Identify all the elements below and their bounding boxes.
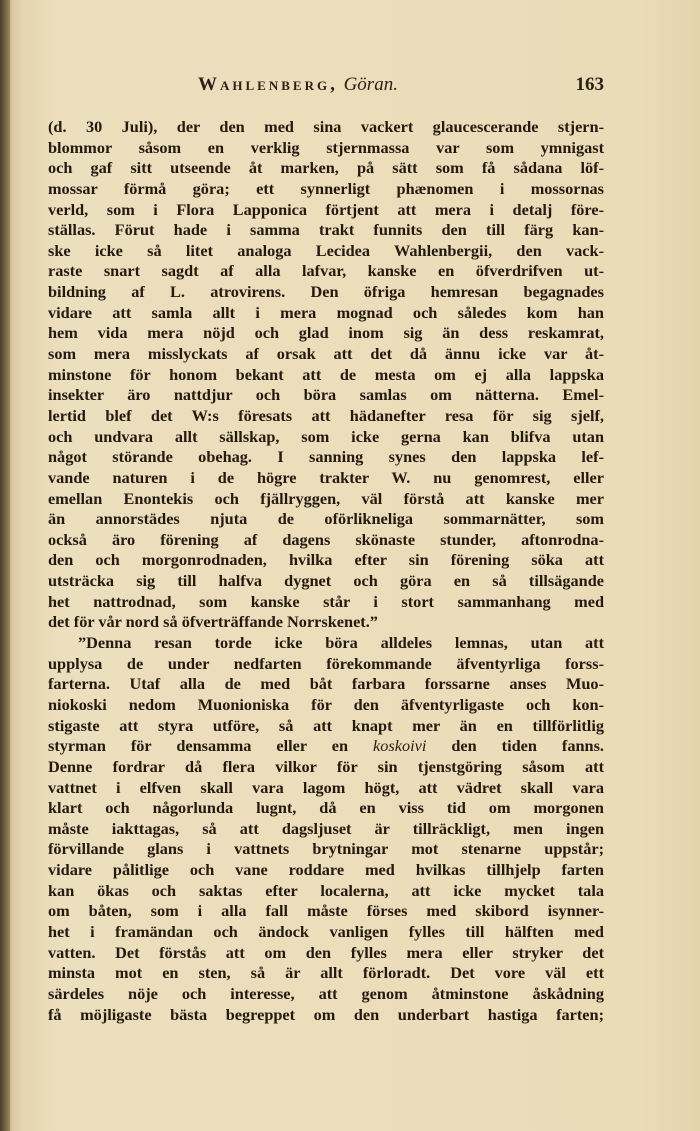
text-line: som mera misslyckats af orsak att det då ännu icke var åt- <box>48 344 604 364</box>
text-line: något störande obehag. I sanning synes den lappska lef- <box>48 447 604 467</box>
running-title <box>198 74 398 96</box>
text-line: vatten. Det förstås att om den fylles mera eller stryker det <box>48 942 604 962</box>
text-line: vidare pålitlige och vane roddare med hvilkas tillhjelp farten <box>48 860 604 880</box>
text-line: verld, som i Flora Lapponica förtjent att mera i detalj före- <box>48 199 604 219</box>
text-line: ske icke så litet analoga Lecidea Wahlenbergii, den vack- <box>48 240 604 260</box>
text-line: utsträcka sig till halfva dygnet och göra en så tillsägande <box>48 571 604 591</box>
text-line: minsta mot en sten, så är allt förloradt. Det vore väl ett <box>48 963 604 983</box>
text-line: het i framändan och ändock vanligen fylles till hälften med <box>48 921 604 941</box>
text-line: bildning af L. atrovirens. Den öfriga hemresan begagnades <box>48 282 604 302</box>
text-line: minstone för honom bekant att de mesta om ej alla lappska <box>48 364 604 384</box>
author-surname: Wahlenberg, <box>198 74 338 95</box>
text-line: (d. 30 Juli), der den med sina vackert glaucescerande stjern- <box>48 117 604 136</box>
text-line: vidare att samla allt i mera mognad och således kom han <box>48 302 604 322</box>
text-line: måste iakttagas, så att dagsljuset är tillräckligt, men ingen <box>48 818 604 838</box>
text-line: och gaf sitt utseende åt marken, på sätt som få sådana löf- <box>48 158 604 178</box>
text-line: klart och någorlunda lugnt, då en viss tid om morgonen <box>48 798 604 818</box>
text-line: raste snart sagdt af alla lafvar, kanske en öfverdrifven ut- <box>48 261 604 281</box>
text-line: stigaste att styra utföre, så att knapt mer än en tillförlitlig <box>48 715 604 735</box>
text-line: vande naturen i de högre trakter W. nu genomrest, eller <box>48 467 604 487</box>
text-line: lertid blef det W:s föresats att hädanefter resa för sig sjelf, <box>48 405 604 425</box>
book-spine-shadow <box>0 0 10 1131</box>
text-segment: styrman för densamma eller en <box>48 736 374 756</box>
text-line: upplysa de under nedfarten förekommande äfventyrliga forss- <box>48 653 604 673</box>
text-line: mossar förmå göra; ett synnerligt phænomen i mossornas <box>48 178 604 198</box>
text-line: blommor såsom en verklig stjernmassa var som ymnigast <box>48 137 604 157</box>
text-segment: den tiden fanns. <box>426 736 604 756</box>
author-forename: Göran. <box>343 74 398 95</box>
text-line: insekter äro nattdjur och böra samlas om nätterna. Emel- <box>48 385 604 405</box>
text-line: få möjligaste bästa begreppet om den underbart hastiga farten; <box>48 1004 604 1024</box>
text-line: också äro förening af dagens skönaste stunder, aftonrodna- <box>48 529 604 549</box>
text-line: hem vida mera nöjd och glad inom sig än dess reskamrat, <box>48 323 604 343</box>
text-line: än annorstädes njuta de oförlikneliga sommarnätter, som <box>48 509 604 529</box>
text-line: ”Denna resan torde icke böra alldeles lemnas, utan att <box>78 633 604 653</box>
text-line: Denne fordrar då flera vilkor för sin tjenstgöring såsom att <box>48 756 604 776</box>
text-line: kan ökas och saktas efter localerna, att icke mycket tala <box>48 880 604 900</box>
text-line: och undvara allt sällskap, som icke gerna kan blifva utan <box>48 426 604 446</box>
paragraph-1 <box>48 117 604 633</box>
paragraph-2 <box>48 633 604 1025</box>
text-line: den och morgonrodnaden, hvilka efter sin förening söka att <box>48 550 604 570</box>
text-line: förvillande glans i vattnets brytningar mot stenarne uppstår; <box>48 839 604 859</box>
text-line: farterna. Utaf alla de med båt farbara forssarne anses Muo- <box>48 674 604 694</box>
italic-term: koskoivi <box>373 736 427 756</box>
text-line: ställas. Förut hade i samma trakt funnits den till färg kan- <box>48 220 604 240</box>
text-line <box>48 736 604 757</box>
text-line: om båten, som i alla fall måste förses med skibord isynner- <box>48 901 604 921</box>
text-line: särdeles nöje och interesse, att genom åtminstone åskådning <box>48 983 604 1003</box>
text-line: het nattrodnad, som kanske står i stort sammanhang med <box>48 591 604 611</box>
page-body <box>48 117 604 1025</box>
text-line: det för vår nord så öfverträffande Norrskenet.” <box>48 612 378 632</box>
page-number: 163 <box>575 74 604 95</box>
text-line: vattnet i elfven skall vara lagom högt, att vädret skall vara <box>48 777 604 797</box>
text-line: emellan Enontekis och fjällryggen, väl förstå att kanske mer <box>48 488 604 508</box>
running-header <box>48 74 604 102</box>
text-line: niokoski nedom Muonioniska för den äfventyrligaste och kon- <box>48 694 604 714</box>
